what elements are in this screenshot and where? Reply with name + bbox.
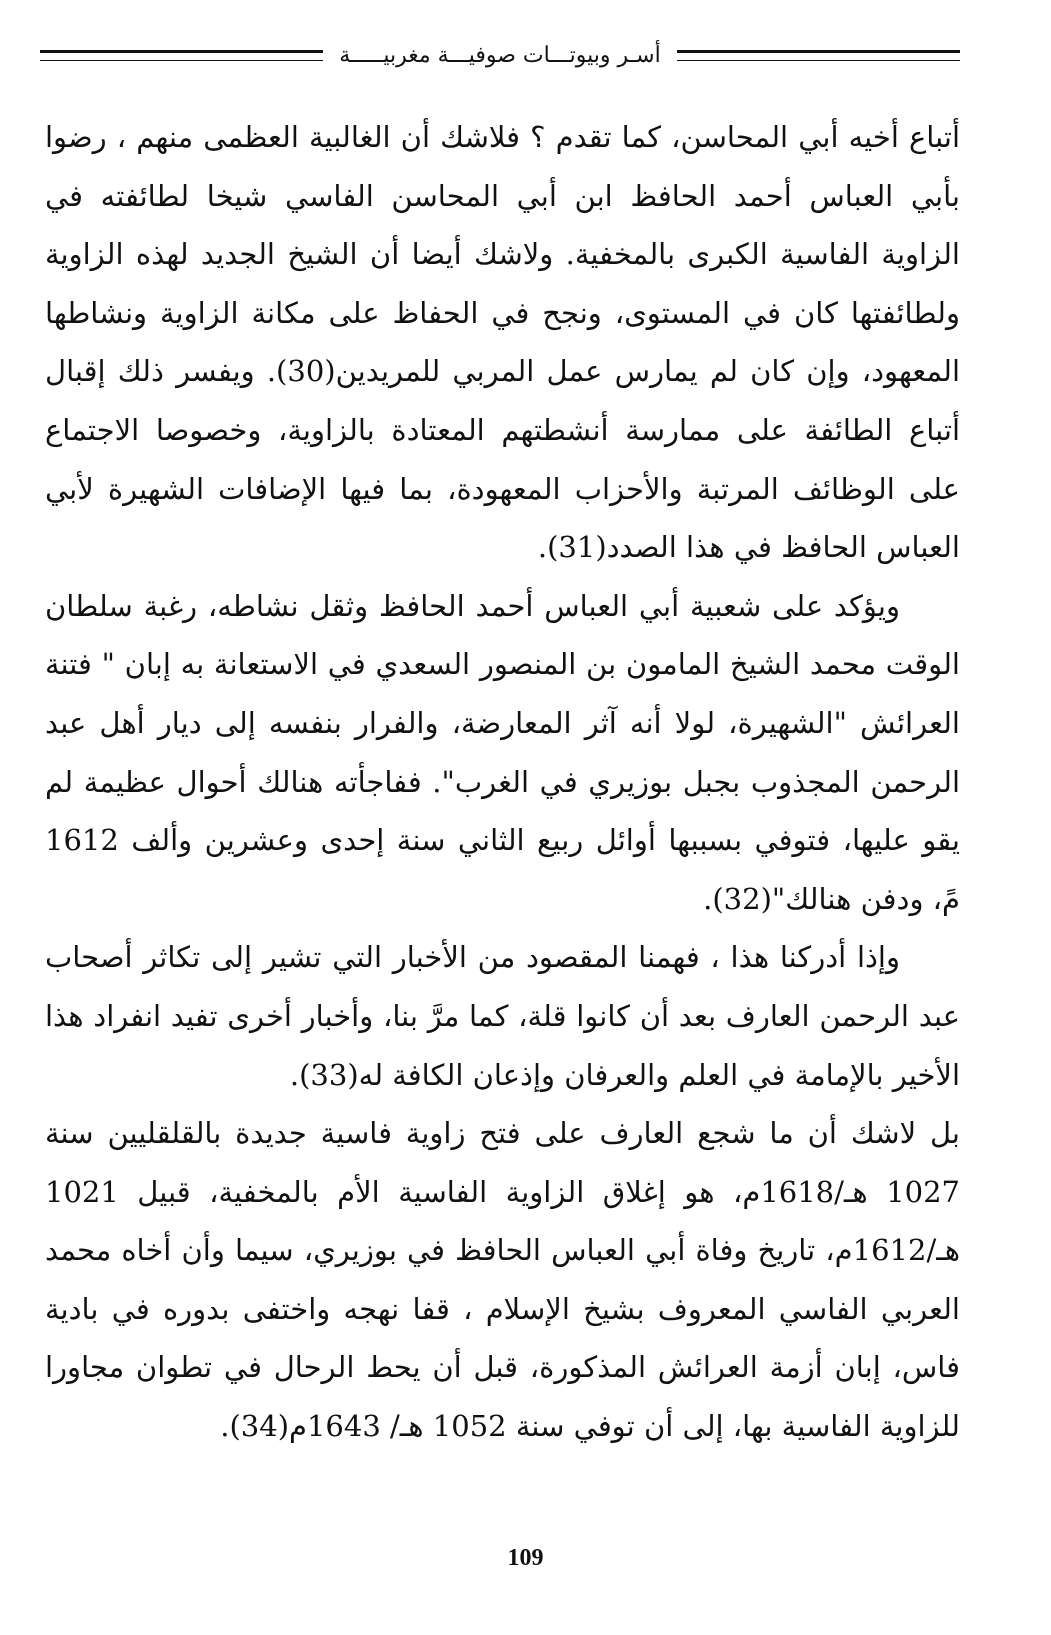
paragraph-4: بل لاشك أن ما شجع العارف على فتح زاوية فاسية جديدة بالقلقليين سنة 1027 هـ/1618م، هو إغلاق الزاوية الفاسية الأم بالمخفية، قبيل 1021 هـ/1612م، تاريخ وفاة أبي العباس الحافظ في بوزيري، سيما وأن أخاه محمد العربي الفاسي المعروف بشيخ الإسلام ، قفا نهجه واختفى بدوره في بادية فاس، إبان أزمة العرائش المذكورة، قبل أن يحط الرحال في تطوان مجاورا للزاوية الفاسية بها، إلى أن توفي سنة 1052 هـ/ 1643م(34).	[45, 1116, 960, 1444]
paragraph-1: أتباع أخيه أبي المحاسن، كما تقدم ؟ فلاشك أن الغالبية العظمى منهم ، رضوا بأبي العباس أحمد الحافظ ابن أبي المحاسن الفاسي شيخا لطائفته في الزاوية الفاسية الكبرى بالمخفية. ولاشك أيضا أن الشيخ الجديد لهذه الزاوية ولطائفتها كان في المستوى، ونجح في الحفاظ على مكانة الزاوية ونشاطها المعهود، وإن كان لم يمارس عمل المربي للمريدين(30). ويفسر ذلك إقبال أتباع الطائفة على ممارسة أنشطتهم المعتادة بالزاوية، وخصوصا الاجتماع على الوظائف المرتبة والأحزاب المعهودة، بما فيها الإضافات الشهيرة لأبي العباس الحافظ في هذا الصدد(31).	[45, 120, 961, 565]
running-header	[40, 38, 960, 72]
paragraph-3: وإذا أدركنا هذا ، فهمنا المقصود من الأخبار التي تشير إلى تكاثر أصحاب عبد الرحمن العارف بعد أن كانوا قلة، كما مرَّ بنا، وأخبار أخرى تفيد انفراد هذا الأخير بالإمامة في العلم والعرفان وإذعان الكافة له(33).	[45, 940, 960, 1092]
header-rule-left	[40, 50, 323, 61]
paragraph-2: ويؤكد على شعبية أبي العباس أحمد الحافظ وثقل نشاطه، رغبة سلطان الوقت محمد الشيخ المامون بن المنصور السعدي في الاستعانة به إبان " فتنة العرائش "الشهيرة، لولا أنه آثر المعارضة، والفرار بنفسه إلى ديار أهل عبد الرحمن المجذوب بجبل بوزيري في الغرب". ففاجأته هنالك أحوال عظيمة لم يقو عليها، فتوفي بسببها أوائل ربيع الثاني سنة إحدى وعشرين وألف 1612 مً، ودفن هنالك"(32).	[45, 588, 960, 916]
running-header-title: أسـر وبيوتـــات صوفيـــة مغربيـــــة	[339, 42, 661, 68]
body-text	[45, 108, 960, 1456]
page-number: 109	[507, 1545, 544, 1571]
header-rule-right	[677, 50, 960, 61]
